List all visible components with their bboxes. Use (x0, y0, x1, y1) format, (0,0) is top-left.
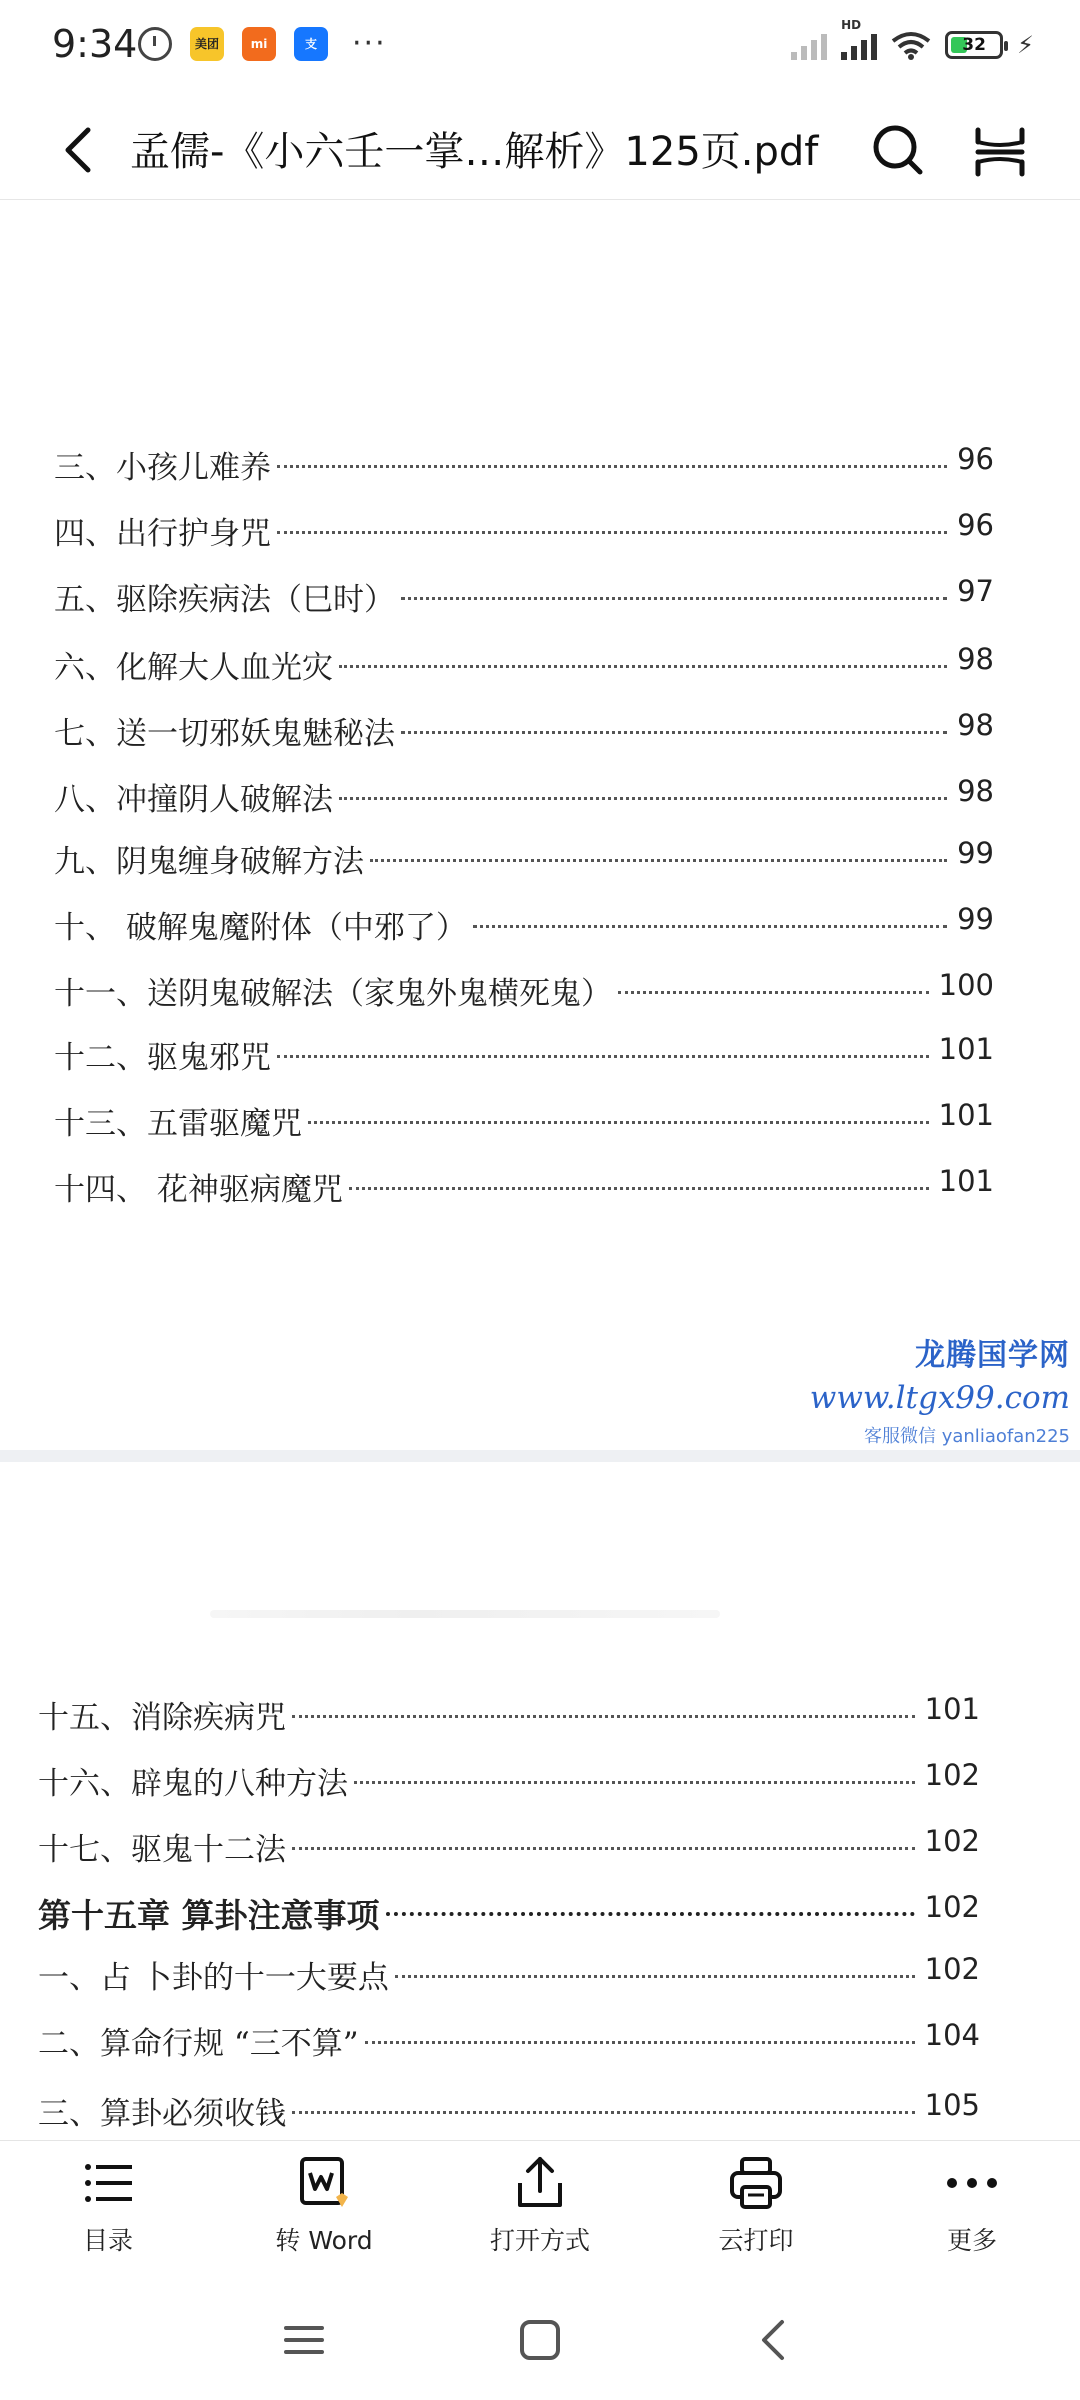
watermark-contact: 客服微信 yanliaofan225 (864, 1426, 1070, 1447)
more-notifications-icon: ··· (352, 26, 387, 61)
toc-entry-title: 八、冲撞阴人破解法 (54, 782, 333, 818)
toc-leader-dots (277, 460, 947, 468)
toc-entry-page: 101 (938, 1164, 994, 1198)
toc-row[interactable] (0, 642, 1080, 692)
toc-button[interactable] (0, 2141, 216, 2271)
toc-entry-page: 105 (924, 2088, 980, 2122)
toc-entry-page: 98 (957, 642, 994, 676)
toc-entry-page: 97 (957, 574, 994, 608)
status-app-icons (138, 26, 387, 61)
meituan-icon: 美团 (190, 27, 224, 61)
toc-entry-title: 十六、辟鬼的八种方法 (38, 1766, 348, 1802)
toc-row[interactable] (0, 902, 1080, 952)
toc-entry-page: 102 (924, 1824, 980, 1858)
pdf-page (0, 200, 1080, 1450)
battery-icon (945, 31, 1003, 59)
toc-leader-dots (370, 854, 947, 862)
toc-leader-dots (277, 1050, 929, 1058)
toc-leader-dots (401, 592, 947, 600)
toc-entry-page: 100 (938, 968, 994, 1002)
signal-1-icon (791, 30, 827, 60)
toc-entry-page: 99 (957, 836, 994, 870)
toc-entry-title: 第十五章 算卦注意事项 (38, 1896, 380, 1935)
share-icon (508, 2151, 572, 2215)
status-system-icons (791, 18, 1034, 60)
toc-leader-dots (339, 660, 947, 668)
toc-row[interactable] (0, 1098, 1080, 1148)
toc-entry-title: 七、送一切邪妖鬼魅秘法 (54, 716, 395, 752)
page-divider (0, 1450, 1080, 1462)
toc-entry-page: 101 (924, 1692, 980, 1726)
toc-entry-page: 96 (957, 442, 994, 476)
toc-row[interactable] (0, 1758, 1080, 1808)
open-with-button[interactable] (432, 2141, 648, 2271)
cloud-print-button[interactable] (648, 2141, 864, 2271)
watermark (810, 1330, 1070, 1448)
back-button[interactable] (52, 120, 108, 180)
toc-row[interactable] (0, 508, 1080, 558)
word-convert-icon (292, 2151, 356, 2215)
recent-apps-button[interactable] (274, 2310, 334, 2370)
watermark-url: www.ltgx99.com (809, 1380, 1070, 1416)
network-hd-label: HD (841, 18, 862, 32)
toc-leader-dots (618, 986, 929, 994)
toc-row[interactable] (0, 1824, 1080, 1874)
more-icon (940, 2151, 1004, 2215)
toc-row[interactable] (0, 1032, 1080, 1082)
status-time: 9:34 (52, 22, 138, 66)
home-button[interactable] (510, 2310, 570, 2370)
toc-leader-dots (349, 1182, 929, 1190)
toc-leader-dots (386, 1908, 915, 1916)
toc-leader-dots (308, 1116, 929, 1124)
toc-entry-title: 三、算卦必须收钱 (38, 2096, 286, 2132)
faint-header-line (210, 1610, 720, 1618)
toc-row[interactable] (0, 968, 1080, 1018)
wifi-icon (891, 30, 931, 60)
signal-2-icon (841, 18, 877, 60)
toc-row[interactable] (0, 1692, 1080, 1742)
toc-chapter-row[interactable] (0, 1890, 1080, 1940)
toc-entry-title: 六、化解大人血光灾 (54, 650, 333, 686)
toc-label: 目录 (82, 2226, 133, 2255)
toc-row[interactable] (0, 442, 1080, 492)
toc-leader-dots (473, 920, 947, 928)
open-with-label: 打开方式 (489, 2226, 590, 2255)
toc-leader-dots (395, 1970, 915, 1978)
toc-entry-page: 104 (924, 2018, 980, 2052)
toc-row[interactable] (0, 1952, 1080, 2002)
pdf-page (0, 1462, 1080, 2140)
toc-leader-dots (339, 792, 947, 800)
pdf-viewer[interactable] (0, 200, 1080, 2140)
charging-icon: ⚡ (1017, 31, 1034, 59)
toc-entry-title: 十七、驱鬼十二法 (38, 1832, 286, 1868)
toc-entry-title: 三、小孩儿难养 (54, 450, 271, 486)
document-title: 孟儒-《小六壬一掌…解析》125页.pdf (130, 129, 819, 175)
toc-row[interactable] (0, 1164, 1080, 1214)
toc-entry-page: 101 (938, 1032, 994, 1066)
toc-row[interactable] (0, 574, 1080, 624)
toc-leader-dots (401, 726, 947, 734)
toc-entry-title: 二、算命行规 “三不算” (38, 2026, 359, 2062)
toc-entry-page: 102 (924, 1890, 980, 1924)
toc-entry-title: 九、阴鬼缠身破解方法 (54, 844, 364, 880)
toc-entry-title: 十四、 花神驱病魔咒 (54, 1172, 343, 1208)
toc-entry-title: 十三、五雷驱魔咒 (54, 1106, 302, 1142)
toc-entry-title: 十五、消除疾病咒 (38, 1700, 286, 1736)
title-bar (0, 100, 1080, 200)
toc-row[interactable] (0, 708, 1080, 758)
battery-level: 32 (962, 35, 986, 55)
toc-leader-dots (365, 2036, 915, 2044)
alipay-icon: 支 (294, 27, 328, 61)
clock-icon (138, 27, 172, 61)
toc-leader-dots (277, 526, 947, 534)
toc-entry-page: 99 (957, 902, 994, 936)
toc-row[interactable] (0, 2018, 1080, 2068)
toc-leader-dots (354, 1776, 915, 1784)
toc-entry-page: 96 (957, 508, 994, 542)
toc-entry-page: 102 (924, 1758, 980, 1792)
toc-entry-title: 十一、送阴鬼破解法（家鬼外鬼横死鬼） (54, 976, 612, 1012)
convert-word-label: 转 Word (275, 2226, 373, 2255)
toc-entry-page: 102 (924, 1952, 980, 1986)
toc-leader-dots (292, 1842, 915, 1850)
toc-leader-dots (292, 2106, 915, 2114)
search-button[interactable] (868, 120, 928, 180)
mi-icon: mi (242, 27, 276, 61)
more-label: 更多 (946, 2226, 997, 2255)
list-icon (76, 2151, 140, 2215)
toc-entry-title: 十二、驱鬼邪咒 (54, 1040, 271, 1076)
system-nav-bar (0, 2270, 1080, 2400)
nav-back-button[interactable] (746, 2310, 806, 2370)
printer-icon (724, 2151, 788, 2215)
convert-word-button[interactable] (216, 2141, 432, 2271)
toc-row[interactable] (0, 836, 1080, 886)
bottom-toolbar (0, 2140, 1080, 2270)
toc-row[interactable] (0, 2088, 1080, 2138)
toc-row[interactable] (0, 774, 1080, 824)
toc-entry-page: 98 (957, 708, 994, 742)
toc-entry-title: 五、驱除疾病法（巳时） (54, 582, 395, 618)
toc-entry-page: 98 (957, 774, 994, 808)
toc-entry-title: 十、 破解鬼魔附体（中邪了） (54, 910, 467, 946)
status-bar (0, 0, 1080, 100)
toc-entry-title: 一、占 卜卦的十一大要点 (38, 1960, 389, 1996)
toc-leader-dots (292, 1710, 915, 1718)
scan-mode-button[interactable] (970, 122, 1030, 182)
toc-entry-page: 101 (938, 1098, 994, 1132)
watermark-site-name: 龙腾国学网 (915, 1338, 1070, 1373)
cloud-print-label: 云打印 (718, 2226, 794, 2255)
more-button[interactable] (864, 2141, 1080, 2271)
toc-entry-title: 四、出行护身咒 (54, 516, 271, 552)
